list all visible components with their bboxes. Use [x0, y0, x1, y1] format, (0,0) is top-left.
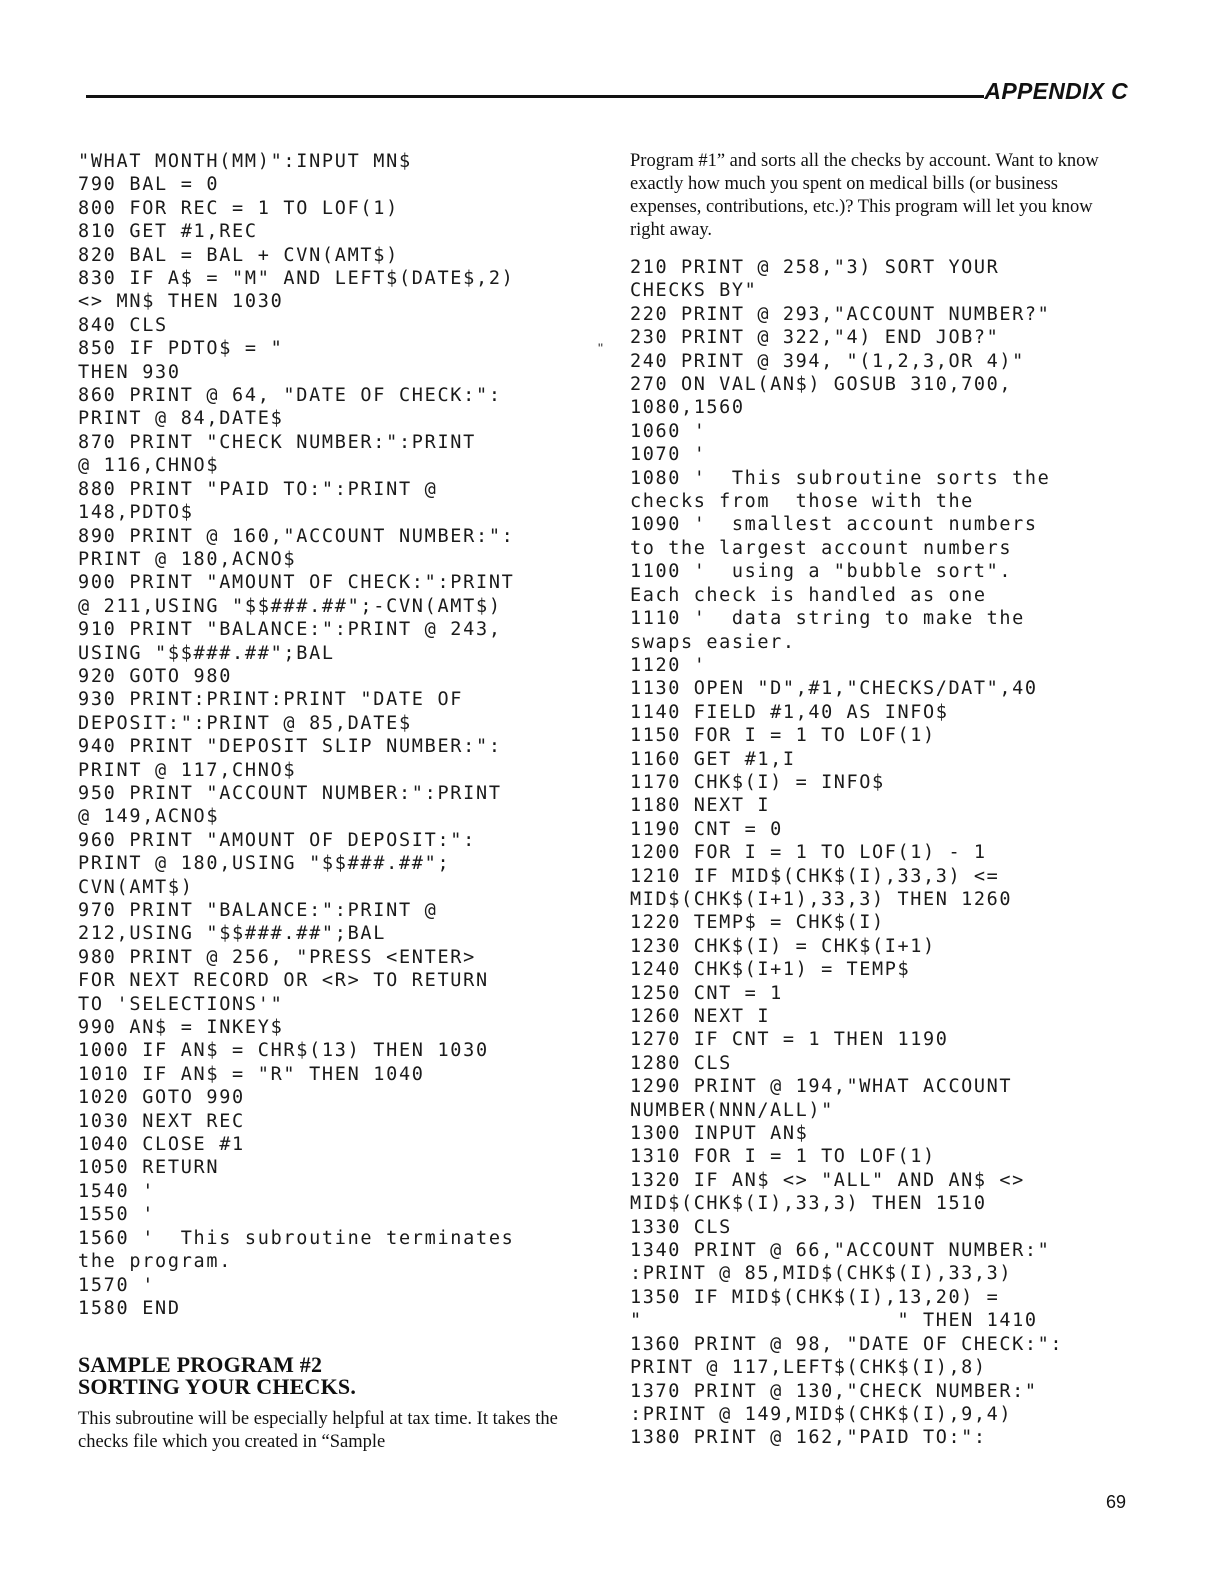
code-line: DEPOSIT:":PRINT @ 85,DATE$ [78, 712, 412, 734]
code-line: PRINT @ 180,ACNO$ [78, 548, 297, 570]
code-line: 1240 CHK$(I+1) = TEMP$ [630, 959, 911, 981]
code-line: 1250 CNT = 1 [630, 982, 783, 1004]
code-line: 1200 FOR I = 1 TO LOF(1) - 1 [630, 842, 987, 864]
code-line: 1020 GOTO 990 [78, 1087, 245, 1109]
code-line: 1140 FIELD #1,40 AS INFO$ [630, 701, 949, 723]
code-line: NUMBER(NNN/ALL)" [630, 1099, 834, 1121]
code-line: 1340 PRINT @ 66,"ACCOUNT NUMBER:" [630, 1240, 1051, 1262]
code-line: 1570 ' [78, 1274, 156, 1296]
code-line: 1280 CLS [630, 1052, 732, 1074]
code-line: PRINT @ 180,USING "$$###.##"; [78, 853, 451, 875]
code-line: swaps easier. [630, 631, 796, 653]
code-line: 1540 ' [78, 1180, 156, 1202]
code-line: 980 PRINT @ 256, "PRESS <ENTER> [78, 946, 476, 968]
code-line: 840 CLS [78, 314, 168, 336]
code-line: 890 PRINT @ 160,"ACCOUNT NUMBER:": [78, 525, 515, 547]
code-line: 1030 NEXT REC [78, 1110, 245, 1132]
code-line: 970 PRINT "BALANCE:":PRINT @ [78, 900, 438, 921]
code-line: CVN(AMT$) [78, 876, 194, 898]
code-line: 990 AN$ = INKEY$ [78, 1017, 284, 1039]
code-line: Each check is handled as one [630, 584, 987, 606]
code-line: 1290 PRINT @ 194,"WHAT ACCOUNT [630, 1076, 1013, 1098]
code-line: 880 PRINT "PAID TO:":PRINT @ [78, 478, 438, 500]
code-line: 1260 NEXT I [630, 1006, 771, 1027]
code-line: 1230 CHK$(I) = CHK$(I+1) [630, 935, 936, 957]
left-code-listing [78, 150, 588, 1320]
code-line: 940 PRINT "DEPOSIT SLIP NUMBER:": [78, 736, 502, 758]
code-line: :PRINT @ 85,MID$(CHK$(I),33,3) [630, 1263, 1013, 1285]
gutter-mark: " [598, 340, 603, 356]
code-line: 810 GET #1,REC [78, 221, 258, 243]
code-line: 212,USING "$$###.##";BAL [78, 923, 387, 945]
code-line: MID$(CHK$(I),33,3) THEN 1510 [630, 1193, 987, 1215]
continued-paragraph: Program #1” and sorts all the checks by account. Want to know exactly how much you spent on medical bills (or business expenses, contributions, etc.)? This program will let you know right away. [630, 151, 1099, 240]
code-line: 220 PRINT @ 293,"ACCOUNT NUMBER?" [630, 303, 1051, 325]
code-line: TO 'SELECTIONS'" [78, 993, 284, 1015]
code-line: @ 149,ACNO$ [78, 806, 220, 828]
code-line: "WHAT MONTH(MM)":INPUT MN$ [78, 151, 412, 172]
section-title-line-2: SORTING YOUR CHECKS. [78, 1374, 357, 1400]
code-line: to the largest account numbers [630, 537, 1013, 559]
code-line: 1000 IF AN$ = CHR$(13) THEN 1030 [78, 1040, 489, 1062]
code-line: 1330 CLS [630, 1216, 732, 1238]
code-line: 210 PRINT @ 258,"3) SORT YOUR [630, 257, 1000, 278]
code-line: 1080 ' This subroutine sorts the [630, 467, 1051, 489]
right-code-listing [630, 256, 1132, 1450]
code-line: 1130 OPEN "D",#1,"CHECKS/DAT",40 [630, 678, 1038, 700]
code-line: 1560 ' This subroutine terminates [78, 1227, 515, 1249]
code-line: 1380 PRINT @ 162,"PAID TO:": [630, 1427, 987, 1449]
code-line: 1010 IF AN$ = "R" THEN 1040 [78, 1063, 425, 1085]
code-line: 1220 TEMP$ = CHK$(I) [630, 912, 885, 934]
code-line: 910 PRINT "BALANCE:":PRINT @ 243, [78, 619, 502, 641]
left-column [78, 150, 588, 1454]
code-line: 1370 PRINT @ 130,"CHECK NUMBER:" [630, 1380, 1038, 1402]
code-line: 1080,1560 [630, 397, 745, 419]
code-line: 1190 CNT = 0 [630, 818, 783, 840]
code-line: 230 PRINT @ 322,"4) END JOB?" [630, 327, 1000, 349]
code-line: 1060 ' [630, 420, 707, 442]
code-line: @ 116,CHNO$ [78, 455, 220, 477]
code-line: 900 PRINT "AMOUNT OF CHECK:":PRINT [78, 572, 515, 594]
code-line: 1040 CLOSE #1 [78, 1134, 245, 1156]
code-line: 1360 PRINT @ 98, "DATE OF CHECK:": [630, 1333, 1064, 1355]
code-line: MID$(CHK$(I+1),33,3) THEN 1260 [630, 888, 1013, 910]
code-line: :PRINT @ 149,MID$(CHK$(I),9,4) [630, 1403, 1013, 1425]
code-line: 1090 ' smallest account numbers [630, 514, 1038, 536]
code-line: 1580 END [78, 1297, 181, 1319]
code-line: 850 IF PDTO$ = " [78, 338, 284, 360]
code-line: FOR NEXT RECORD OR <R> TO RETURN [78, 970, 489, 992]
code-line: the program. [78, 1251, 233, 1273]
code-line: 870 PRINT "CHECK NUMBER:":PRINT [78, 431, 476, 453]
section-title [78, 1354, 588, 1398]
code-line: 1100 ' using a "bubble sort". [630, 561, 1013, 583]
code-line: 1160 GET #1,I [630, 748, 796, 770]
code-line: 860 PRINT @ 64, "DATE OF CHECK:": [78, 385, 502, 407]
code-line: 1050 RETURN [78, 1157, 220, 1179]
right-column [622, 150, 1132, 1450]
code-line: 1180 NEXT I [630, 795, 771, 817]
code-line: <> MN$ THEN 1030 [78, 291, 284, 313]
code-line: 1110 ' data string to make the [630, 608, 1025, 630]
code-line: 1270 IF CNT = 1 THEN 1190 [630, 1029, 949, 1051]
page-number: 69 [1105, 1492, 1126, 1512]
running-header: APPENDIX C [984, 78, 1128, 104]
code-line: 930 PRINT:PRINT:PRINT "DATE OF [78, 689, 464, 711]
code-line: USING "$$###.##";BAL [78, 642, 335, 664]
code-line: 830 IF A$ = "M" AND LEFT$(DATE$,2) [78, 268, 515, 290]
code-line: 820 BAL = BAL + CVN(AMT$) [78, 244, 399, 266]
code-line: 1300 INPUT AN$ [630, 1123, 809, 1145]
code-line: 1120 ' [630, 654, 707, 676]
section-title-line-1: SAMPLE PROGRAM #2 [78, 1352, 323, 1378]
code-line: 1550 ' [78, 1204, 156, 1226]
intro-paragraph: This subroutine will be especially helpful at tax time. It takes the checks file which you created in “Sample [78, 1409, 558, 1453]
header-rule [86, 95, 984, 98]
code-line: 920 GOTO 980 [78, 665, 233, 687]
code-line: 1210 IF MID$(CHK$(I),33,3) <= [630, 865, 1000, 887]
code-line: 1320 IF AN$ <> "ALL" AND AN$ <> [630, 1169, 1025, 1191]
code-line: 1150 FOR I = 1 TO LOF(1) [630, 725, 936, 747]
code-line: 148,PDTO$ [78, 502, 194, 524]
code-line: 960 PRINT "AMOUNT OF DEPOSIT:": [78, 829, 476, 851]
code-line: 1070 ' [630, 444, 707, 466]
code-line: PRINT @ 117,LEFT$(CHK$(I),8) [630, 1357, 987, 1379]
code-line: CHECKS BY" [630, 280, 758, 302]
code-line: PRINT @ 117,CHNO$ [78, 759, 297, 781]
code-line: 240 PRINT @ 394, "(1,2,3,OR 4)" [630, 350, 1025, 372]
code-line: " " THEN 1410 [630, 1310, 1038, 1332]
code-line: 1170 CHK$(I) = INFO$ [630, 771, 885, 793]
code-line: 790 BAL = 0 [78, 174, 220, 196]
code-line: 800 FOR REC = 1 TO LOF(1) [78, 197, 399, 219]
code-line: 1310 FOR I = 1 TO LOF(1) [630, 1146, 936, 1168]
code-line: 950 PRINT "ACCOUNT NUMBER:":PRINT [78, 782, 502, 804]
code-line: THEN 930 [78, 361, 181, 383]
code-line: PRINT @ 84,DATE$ [78, 408, 284, 430]
code-line: 270 ON VAL(AN$) GOSUB 310,700, [630, 374, 1013, 396]
code-line: 1350 IF MID$(CHK$(I),13,20) = [630, 1286, 1000, 1308]
code-line: checks from those with the [630, 491, 974, 513]
code-line: @ 211,USING "$$###.##";-CVN(AMT$) [78, 595, 502, 617]
